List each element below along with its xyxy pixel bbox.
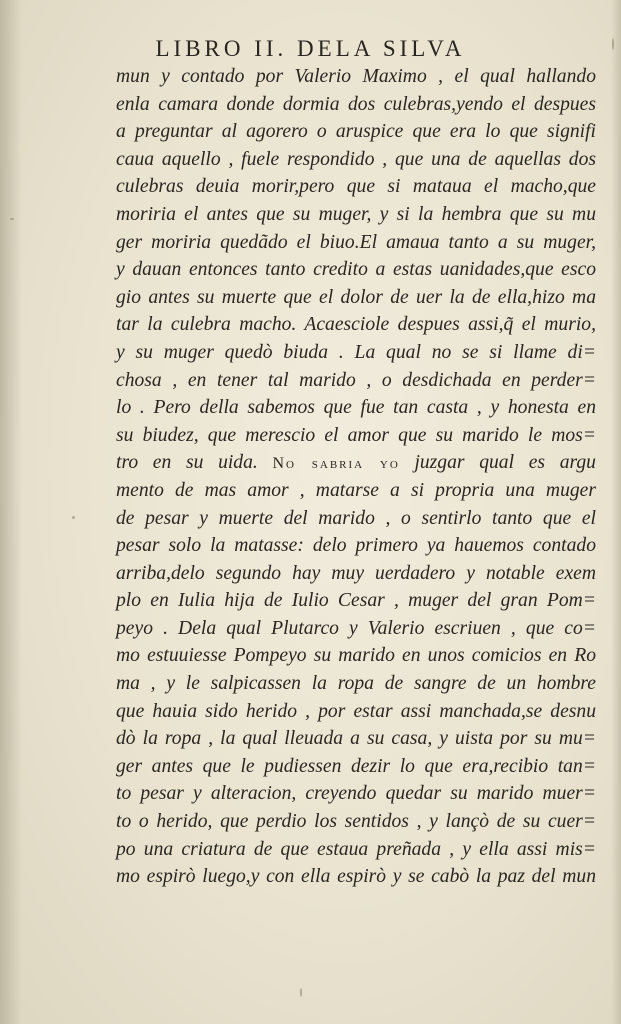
small-caps-phrase: No sabria yo [272, 455, 400, 473]
text-line: mento de mas amor , matarse a si propria una muger [116, 479, 596, 501]
text-line: mun y contado por Valerio Maximo , el qual hallando [116, 66, 596, 87]
line-head: tro en su uida. [116, 452, 258, 474]
text-line: ma , y le salpicassen la ropa de sangre de un hombre [116, 673, 596, 695]
running-head: LIBRO II. DELA SILVA [155, 36, 466, 61]
text-line: gio antes su muerte que el dolor de uer la de ella,hizo ma [116, 286, 596, 308]
text-line: mo espirò luego,y con ella espirò y se cabò la paz del mun [116, 866, 596, 888]
text-line: y dauan entonces tanto credito a estas uanidades,que esco [116, 259, 596, 281]
text-line: lo . Pero della sabemos que fue tan casta , y honesta en [116, 397, 596, 419]
text-line: y su muger quedò biuda . La qual no se si llame di= [116, 341, 596, 363]
paper-speck [72, 516, 75, 519]
text-line: to pesar y alteracion, creyendo quedar su marido muer= [116, 783, 596, 805]
text-line: ger moriria quedãdo el biuo.El amaua tanto a su muger, [116, 231, 596, 253]
text-line: chosa , en tener tal marido , o desdichada en perder= [116, 369, 596, 391]
text-line: su biudez, que merescio el amor que su marido le mos= [116, 424, 596, 446]
text-line: arriba,delo segundo hay muy uerdadero y notable exem [116, 562, 596, 584]
text-line: po una criatura de que estaua preñada , y ella assi mis= [116, 838, 596, 860]
text-line: que hauia sido herido , por estar assi manchada,se desnu [116, 700, 596, 722]
text-line: plo en Iulia hija de Iulio Cesar , muger del gran Pom= [116, 590, 596, 612]
text-line: ger antes que le pudiessen dezir lo que era,recibio tan= [116, 755, 596, 777]
text-line: to o herido, que perdio los sentidos , y lançò de su cuer= [116, 811, 596, 833]
paper-speck [10, 218, 14, 220]
text-line-mixed [116, 449, 596, 477]
text-line: enla camara donde dormia dos culebras,yendo el despues [116, 93, 596, 115]
page-edge [611, 0, 621, 1024]
text-line: culebras deuia morir,pero que si mataua el macho,que [116, 176, 596, 198]
text-line: a preguntar al agorero o aruspice que era lo que signifi [116, 121, 596, 143]
text-line: de pesar y muerte del marido , o sentirlo tanto que el [116, 507, 596, 529]
gutter-shadow [0, 0, 22, 1024]
paper-speck [612, 38, 614, 50]
line-tail: juzgar qual es argu [414, 452, 596, 474]
text-line: dò la ropa , la qual lleuada a su casa, y uista por su mu= [116, 728, 596, 750]
text-line: caua aquello , fuele respondido , que una de aquellas dos [116, 148, 596, 170]
text-line: pesar solo la matasse: delo primero ya hauemos contado [116, 535, 596, 557]
paper-speck [300, 988, 302, 997]
text-line: tar la culebra macho. Acaesciole despues assi,q̃ el murio, [116, 314, 596, 336]
text-line: mo estuuiesse Pompeyo su marido en unos comicios en Ro [116, 645, 596, 667]
body-text [116, 63, 596, 891]
text-line: peyo . Dela qual Plutarco y Valerio escriuen , que co= [116, 617, 596, 639]
text-line: moriria el antes que su muger, y si la hembra que su mu [116, 203, 596, 225]
